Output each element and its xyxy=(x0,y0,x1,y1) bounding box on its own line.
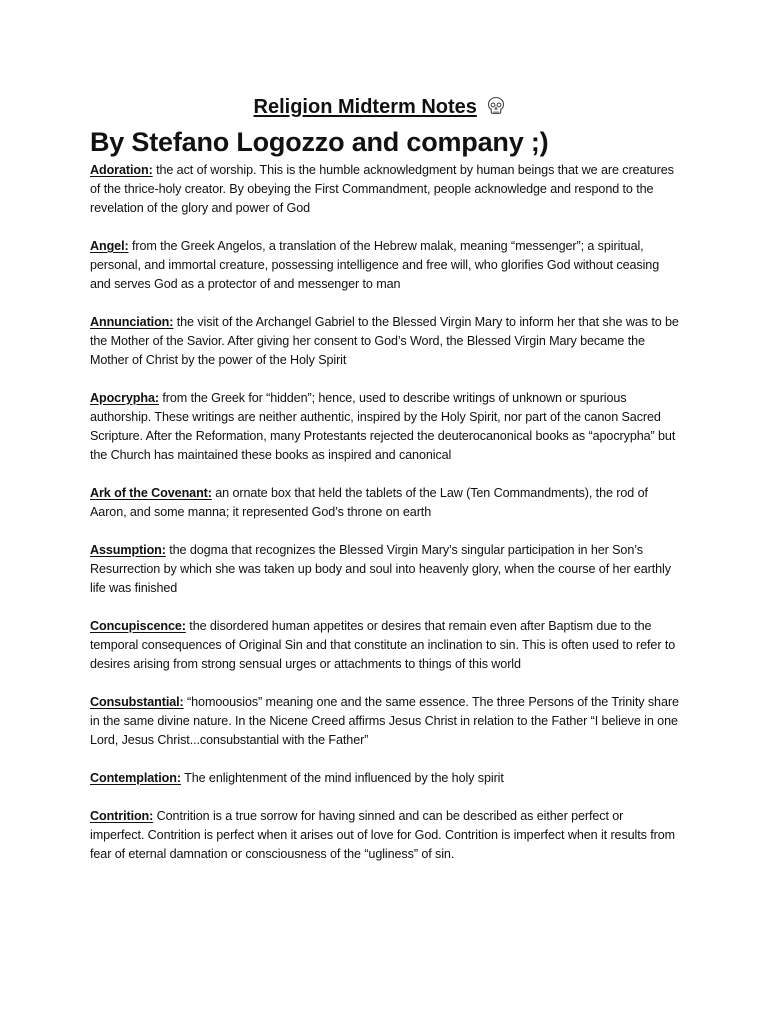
glossary-term: Angel: xyxy=(90,239,129,253)
skull-icon xyxy=(486,95,506,125)
glossary-term: Apocrypha: xyxy=(90,391,159,405)
glossary-term: Annunciation: xyxy=(90,315,174,329)
glossary-term: Concupiscence: xyxy=(90,619,186,633)
glossary-definition: from the Greek for “hidden”; hence, used to describe writings of unknown or spurious authorship. These writings are neither authentic, inspired by the Holy Spirit, nor part of the canon Sacred Scripture. After the Reformation, many Protestants rejected the deuterocanonical books as “apocrypha” but the Church has maintained these books as inspired and canonical xyxy=(90,391,676,462)
glossary-definition: an ornate box that held the tablets of the Law (Ten Commandments), the rod of Aaron, and some manna; it represented God’s throne on earth xyxy=(90,486,648,519)
glossary-entry xyxy=(90,237,680,294)
glossary-entry xyxy=(90,769,680,788)
glossary-entry xyxy=(90,389,680,465)
glossary-definition: from the Greek Angelos, a translation of the Hebrew malak, meaning “messenger”; a spiritual, personal, and immortal creature, possessing intelligence and free will, who glorifies God without ceasing and serves God as a protector of and messenger to man xyxy=(90,239,660,291)
glossary-term: Assumption: xyxy=(90,543,166,557)
glossary-term: Ark of the Covenant: xyxy=(90,486,212,500)
document-title: Religion Midterm Notes xyxy=(253,96,477,118)
document-page xyxy=(90,92,680,883)
glossary-definition: the act of worship. This is the humble acknowledgment by human beings that we are creatures of the thrice-holy creator. By obeying the First Commandment, people acknowledge and respond to the revelation of the glory and power of God xyxy=(90,163,674,215)
glossary-term: Adoration: xyxy=(90,163,153,177)
glossary-entry xyxy=(90,541,680,598)
document-title-row xyxy=(80,92,680,125)
glossary-definition: The enlightenment of the mind influenced by the holy spirit xyxy=(180,771,504,785)
glossary-entry xyxy=(90,617,680,674)
glossary-term: Consubstantial: xyxy=(90,695,184,709)
glossary-term: Contrition: xyxy=(90,809,154,823)
document-byline: By Stefano Logozzo and company ;) xyxy=(90,127,549,157)
glossary-definition: the dogma that recognizes the Blessed Virgin Mary’s singular participation in her Son’s Resurrection by which she was taken up body and soul into heavenly glory, when the course of her earthly life was finished xyxy=(90,543,671,595)
glossary-definition: the disordered human appetites or desires that remain even after Baptism due to the temporal consequences of Original Sin and that constitute an inclination to sin. This is often used to refer to desires arising from strong sensual urges or attachments to things of this world xyxy=(90,619,676,671)
glossary-entry xyxy=(90,161,680,218)
glossary-entry xyxy=(90,313,680,370)
glossary-definition: Contrition is a true sorrow for having sinned and can be described as either perfect or imperfect. Contrition is perfect when it arises out of love for God. Contrition is imperfect when it results from fear of eternal damnation or consciousness of the “ugliness” of sin. xyxy=(90,809,676,861)
glossary-entry xyxy=(90,484,680,522)
glossary-entry xyxy=(90,807,680,864)
glossary-definition: the visit of the Archangel Gabriel to the Blessed Virgin Mary to inform her that she was to be the Mother of the Savior. After giving her consent to God’s Word, the Blessed Virgin Mary became the Mother of Christ by the power of the Holy Spirit xyxy=(90,315,679,367)
glossary-entry xyxy=(90,693,680,750)
glossary-term: Contemplation: xyxy=(90,771,181,785)
glossary-list xyxy=(90,161,680,864)
glossary-definition: “homoousios” meaning one and the same essence. The three Persons of the Trinity share in the same divine nature. In the Nicene Creed affirms Jesus Christ in relation to the Father “I believe in one Lord, Jesus Christ...consubstantial with the Father” xyxy=(90,695,679,747)
